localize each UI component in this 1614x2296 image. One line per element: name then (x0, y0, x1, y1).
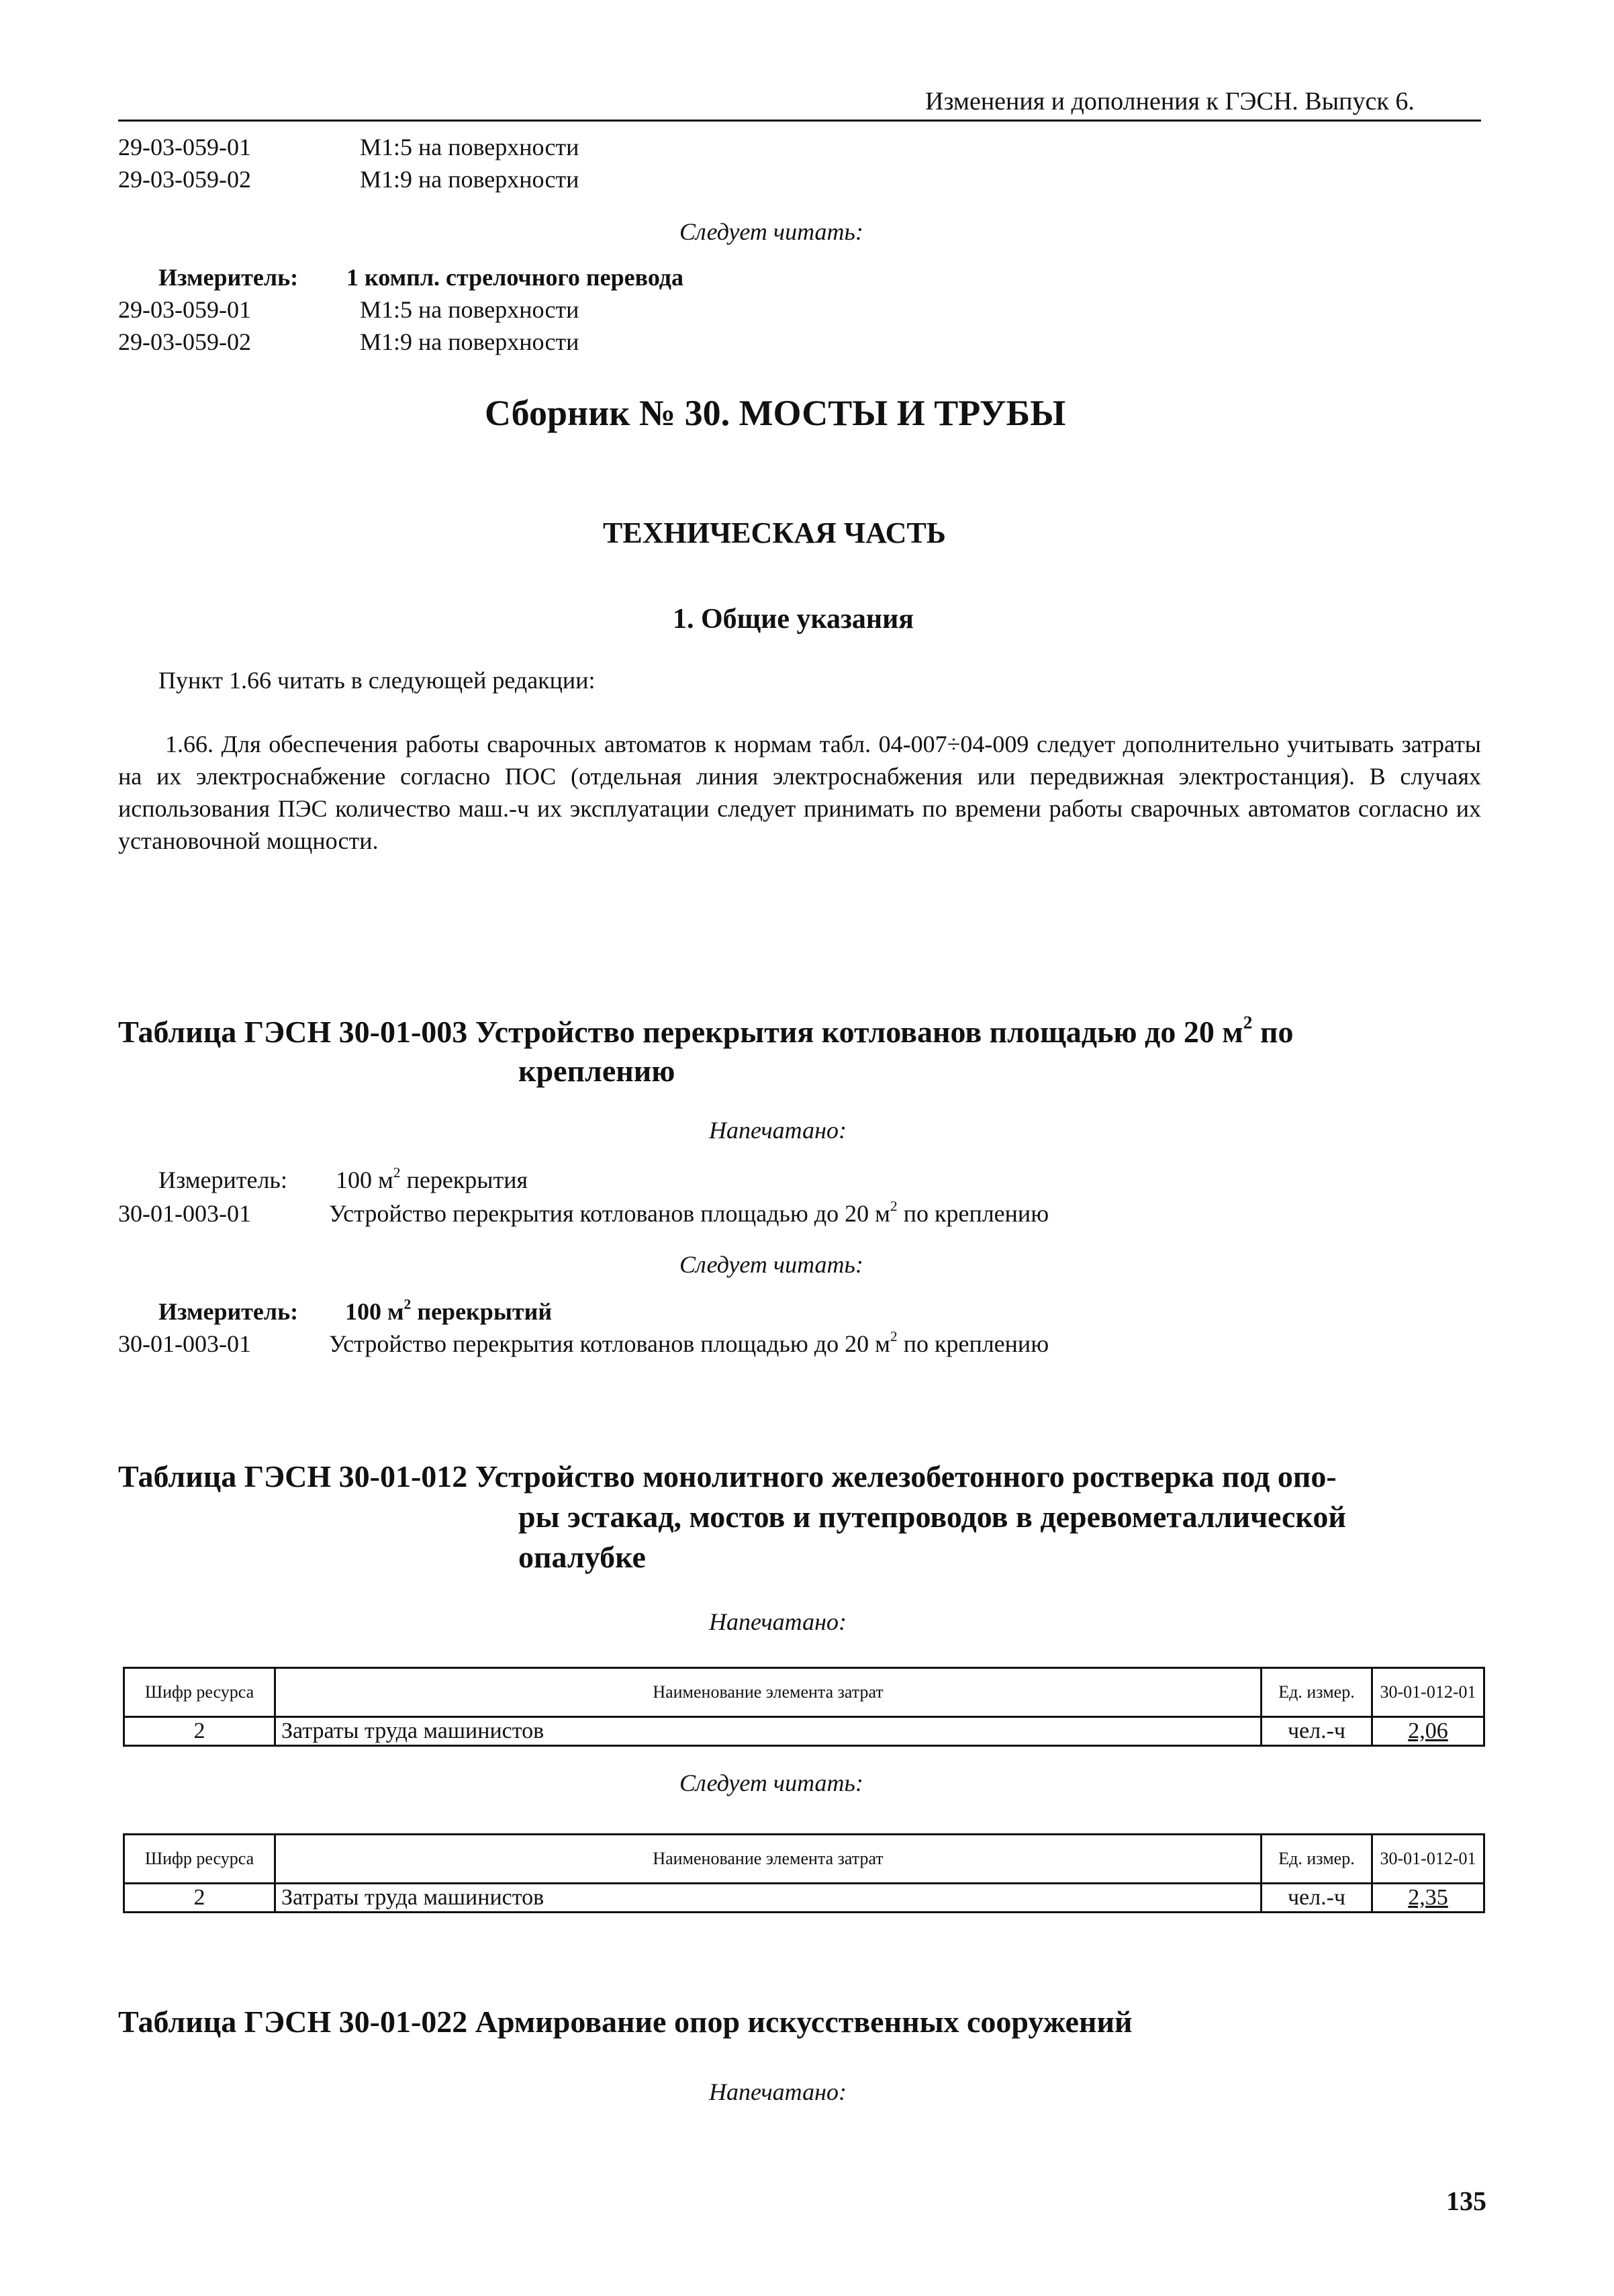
table-003-should-read-label: Следует читать: (679, 1251, 863, 1278)
new-desc-suffix: по креплению (897, 1330, 1049, 1357)
cell-name: Затраты труда машинистов (275, 1884, 1262, 1913)
column-header-name: Наименование элемента затрат (275, 1668, 1262, 1717)
new-code-row-2-code: 29-03-059-02 (118, 328, 251, 355)
table-003-new-measure-value (345, 1296, 552, 1327)
table-012-title-line1: Таблица ГЭСН 30-01-012 Устройство монолитного железобетонного ростверка под опо- (118, 1459, 1337, 1494)
column-header-unit: Ед. измер. (1262, 1668, 1372, 1717)
new-code-row-1-code: 29-03-059-01 (118, 296, 251, 323)
desc-sup: 2 (890, 1197, 898, 1214)
table-003-measure-label: Измеритель: (158, 1166, 287, 1193)
table-003-measure-value (336, 1164, 528, 1195)
column-header-code: Шифр ресурса (124, 1835, 275, 1884)
new-measure-sup: 2 (404, 1295, 412, 1312)
table-022-title: Таблица ГЭСН 30-01-022 Армирование опор искусственных сооружений (118, 2005, 1133, 2039)
table-003-title-suffix: по (1252, 1015, 1294, 1049)
measure-prefix: 100 м (336, 1166, 393, 1193)
section-title: ТЕХНИЧЕСКАЯ ЧАСТЬ (603, 516, 946, 549)
desc-suffix: по креплению (897, 1200, 1049, 1227)
header-rule (118, 120, 1481, 122)
desc-prefix: Устройство перекрытия котлованов площадью до 20 м (329, 1200, 890, 1227)
column-header-code: Шифр ресурса (124, 1668, 275, 1717)
column-header-unit: Ед. измер. (1262, 1835, 1372, 1884)
cell-unit: чел.-ч (1262, 1717, 1372, 1746)
column-header-norm: 30-01-012-01 (1372, 1668, 1484, 1717)
table-003-title (118, 1013, 1293, 1052)
code-row-2-text: М1:9 на поверхности (360, 166, 579, 193)
table-003-new-measure-label: Измеритель: (158, 1298, 299, 1325)
cell-code: 2 (124, 1717, 275, 1746)
table-022-printed-label: Напечатано: (709, 2078, 847, 2105)
table-003-new-desc (329, 1328, 1049, 1359)
new-desc-prefix: Устройство перекрытия котлованов площадью до 20 м (329, 1330, 890, 1357)
code-row-1-code: 29-03-059-01 (118, 134, 251, 160)
new-desc-sup: 2 (890, 1328, 898, 1344)
measure-suffix: перекрытия (400, 1166, 528, 1193)
table-003-title-line2: креплению (518, 1054, 675, 1088)
measure-sup: 2 (393, 1164, 401, 1181)
subsection-title: 1. Общие указания (673, 604, 914, 635)
new-measure-suffix: перекрытий (411, 1298, 553, 1325)
cell-value: 2,06 (1372, 1717, 1484, 1746)
table-012-old (123, 1667, 1485, 1747)
measure-value: 1 компл. стрелочного перевода (346, 264, 683, 291)
column-header-name: Наименование элемента затрат (275, 1835, 1262, 1884)
table-header-row (124, 1835, 1484, 1884)
code-row-2-code: 29-03-059-02 (118, 166, 251, 193)
code-row-1-text: М1:5 на поверхности (360, 134, 579, 160)
table-003-title-sup: 2 (1243, 1011, 1253, 1033)
table-003-desc (329, 1198, 1049, 1229)
cell-name: Затраты труда машинистов (275, 1717, 1262, 1746)
table-row (124, 1884, 1484, 1913)
table-003-new-code: 30-01-003-01 (118, 1330, 251, 1357)
running-header: Изменения и дополнения к ГЭСН. Выпуск 6. (925, 87, 1415, 116)
paragraph-text: 1.66. Для обеспечения работы сварочных автоматов к нормам табл. 04-007÷04-009 следует дополнительно учитывать затраты на их электроснабжение согласно ПОС (отдельная линия электроснабжения или передвижная электростанция). В случаях использования ПЭС количество маш.-ч их эксплуатации следует принимать по времени работы сварочных автоматов согласно их установочной мощности. (118, 731, 1481, 854)
should-read-label: Следует читать: (679, 218, 863, 245)
column-header-norm: 30-01-012-01 (1372, 1835, 1484, 1884)
page-number: 135 (1446, 2186, 1486, 2216)
table-row (124, 1717, 1484, 1746)
table-003-code: 30-01-003-01 (118, 1200, 251, 1227)
table-012-title-line2: ры эстакад, мостов и путепроводов в деревометаллической (518, 1500, 1346, 1534)
cell-value: 2,35 (1372, 1884, 1484, 1913)
table-012-new (123, 1833, 1485, 1913)
new-measure-prefix: 100 м (345, 1298, 404, 1325)
table-003-title-prefix: Таблица ГЭСН 30-01-003 Устройство перекрытия котлованов площадью до 20 м (118, 1015, 1243, 1049)
table-header-row (124, 1668, 1484, 1717)
cell-unit: чел.-ч (1262, 1884, 1372, 1913)
new-code-row-1-text: М1:5 на поверхности (360, 296, 579, 323)
table-012-title-line3: опалубке (518, 1540, 646, 1574)
measure-label: Измеритель: (158, 264, 299, 291)
table-012-printed-label: Напечатано: (709, 1608, 847, 1635)
table-003-printed-label: Напечатано: (709, 1117, 847, 1144)
new-code-row-2-text: М1:9 на поверхности (360, 328, 579, 355)
cell-code: 2 (124, 1884, 275, 1913)
intro-text: Пункт 1.66 читать в следующей редакции: (158, 667, 596, 694)
collection-title: Сборник № 30. МОСТЫ И ТРУБЫ (485, 393, 1066, 433)
table-012-should-read-label: Следует читать: (679, 1770, 863, 1796)
paragraph-1-66 (118, 728, 1481, 857)
